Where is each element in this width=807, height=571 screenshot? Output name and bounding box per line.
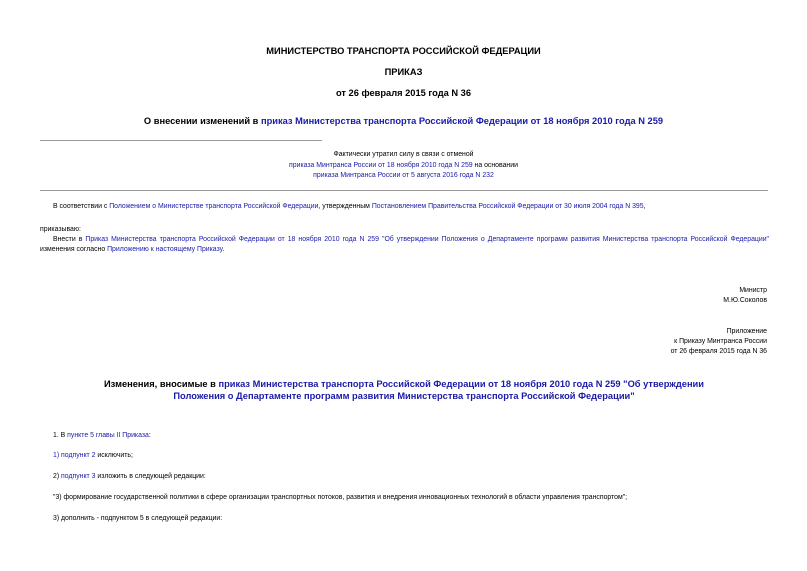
appendix-line1: Приложение	[726, 328, 767, 335]
status-note-line2-suffix: на основании	[472, 161, 518, 169]
item-1-prefix: 1. В	[53, 432, 68, 439]
separator-top	[40, 140, 322, 141]
item-2-suffix: исключить;	[95, 452, 133, 459]
item-4: "3) формирование государственной политики в сфере организации транспортных потоков, развития и внедрения инновационных технологий в области управления транспортом";	[53, 494, 628, 501]
item-3	[53, 472, 206, 482]
order-text3: .	[222, 246, 225, 253]
item-1	[53, 431, 151, 441]
status-note-link2[interactable]: приказа Минтранса России от 5 августа 2016 года N 232	[313, 172, 494, 179]
item-5: 3) дополнить - подпунктом 5 в следующей редакции:	[53, 515, 223, 522]
appendix-line3: от 26 февраля 2015 года N 36	[670, 348, 767, 355]
order-link2[interactable]: Приложению к настоящему Приказу	[107, 246, 223, 253]
doc-title-prefix: О внесении изменений в	[143, 116, 261, 126]
appendix-line2: к Приказу Минтранса России	[674, 338, 767, 345]
status-note-line3	[0, 171, 807, 182]
changes-title	[84, 378, 724, 402]
item-3-prefix: 2)	[53, 473, 62, 480]
item-1-link[interactable]: пункте 5 главы II Приказа	[67, 432, 149, 439]
doc-date-number: от 26 февраля 2015 года N 36	[335, 88, 472, 98]
status-note-link1[interactable]: приказа Минтранса России от 18 ноября 2010 года N 259	[289, 161, 473, 169]
status-note	[0, 150, 807, 182]
item-3-link[interactable]: подпункт 3	[61, 473, 96, 480]
doc-title-link[interactable]: приказ Министерства транспорта Российской Федерации от 18 ноября 2010 года N 259	[260, 116, 664, 126]
item-2	[53, 451, 133, 461]
preamble-text2: , утвержденным	[318, 203, 372, 210]
item-3-suffix: изложить в следующей редакции:	[95, 473, 206, 480]
order-paragraph	[40, 235, 769, 255]
preamble-link2[interactable]: Постановлением Правительства Российской Федерации от 30 июля 2004 года N 395	[371, 203, 644, 210]
ministry-heading: МИНИСТЕРСТВО ТРАНСПОРТА РОССИЙСКОЙ ФЕДЕРАЦИИ	[266, 46, 541, 56]
appendix-block	[671, 327, 767, 357]
order-word: приказываю:	[40, 226, 81, 233]
doc-title	[0, 116, 807, 126]
signature-block	[723, 286, 767, 306]
doc-type-heading: ПРИКАЗ	[384, 67, 423, 77]
order-text1: Внести в	[53, 236, 86, 243]
preamble-paragraph	[53, 202, 773, 212]
item-2-link[interactable]: 1) подпункт 2	[53, 452, 96, 459]
item-1-suffix: :	[148, 432, 151, 439]
preamble-link1[interactable]: Положением о Министерстве транспорта Российской Федерации	[109, 203, 319, 210]
signature-position: Министр	[739, 287, 767, 294]
status-note-line1: Фактически утратил силу в связи с отменой	[333, 151, 474, 158]
status-note-line2	[0, 161, 807, 172]
signature-name: М.Ю.Соколов	[723, 297, 767, 304]
preamble-text1: В соответствии с	[53, 203, 110, 210]
order-text2: изменения согласно	[40, 246, 108, 253]
separator-bottom	[40, 190, 768, 191]
changes-title-prefix: Изменения, вносимые в	[104, 379, 219, 389]
order-link1[interactable]: Приказ Министерства транспорта Российской Федерации от 18 ноября 2010 года N 259 "Об утверждении Положения о Департаменте программ развития Министерства транспорта Российской Федерации"	[85, 236, 769, 243]
changes-title-link[interactable]: приказ Министерства транспорта Российской Федерации от 18 ноября 2010 года N 259 "Об утверждении Положения о Департаменте программ развития Министерства транспорта Российской Федерации"	[173, 379, 704, 401]
preamble-text3: ,	[643, 203, 646, 210]
